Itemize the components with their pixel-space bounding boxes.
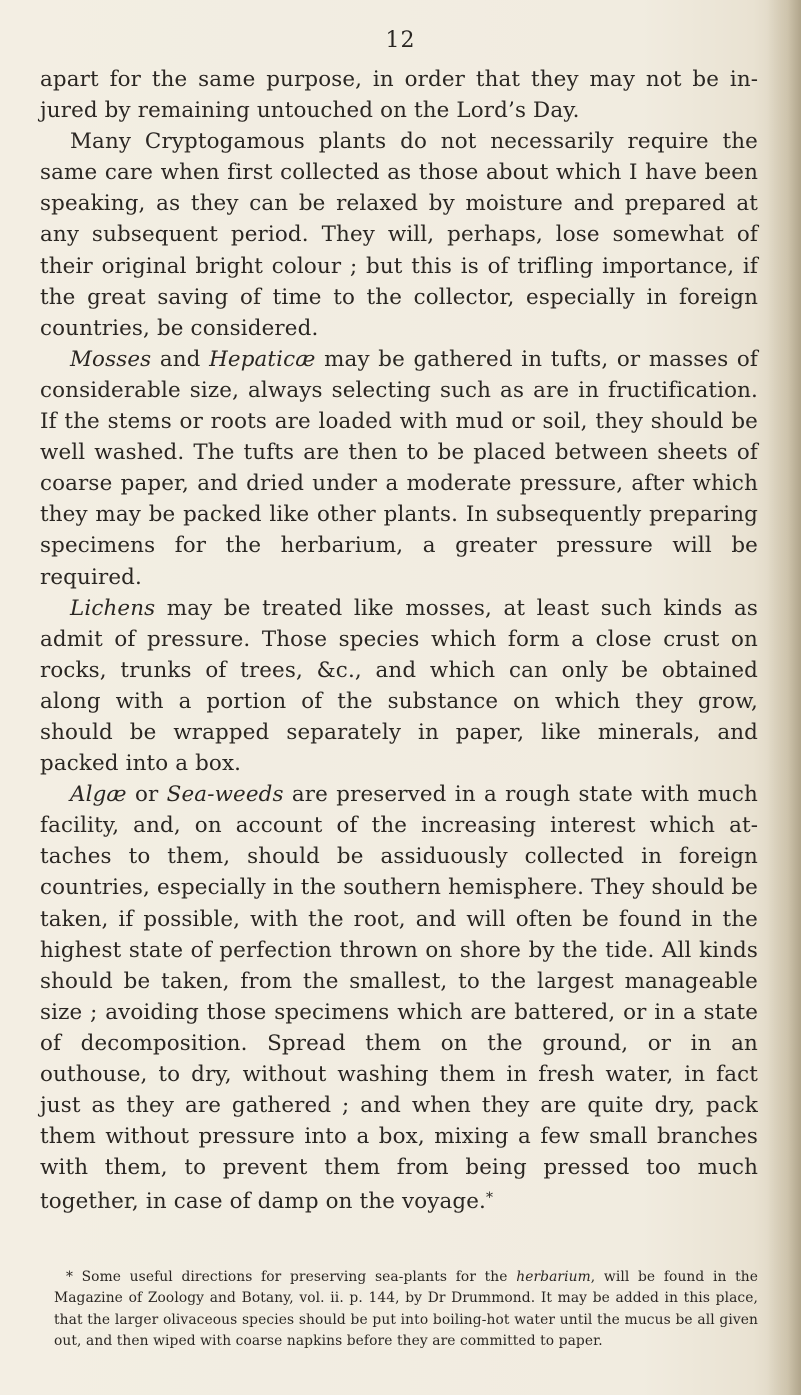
footnote-text: * Some useful directions for preserving sea-plants for the <box>66 1269 517 1285</box>
term-mosses: Mosses <box>70 346 152 372</box>
paragraph-text: apart for the same purpose, in order that they may not be injured by remaining untouched on the Lord’s Day. <box>40 67 758 124</box>
page-number: 12 <box>385 28 416 53</box>
page-edge-shadow <box>767 0 801 1395</box>
footnote-term-herbarium: herbarium <box>516 1269 591 1285</box>
footnote-marker: * <box>485 1190 494 1207</box>
paragraph <box>40 64 758 126</box>
paragraph-text: are preserved in a rough state with much facility, and, on account of the increasing interest which attaches to them, should be assiduously collected in foreign countries, especially in the southern hemisphere. They should be taken, if possible, with the root, and will often be found in the highest state of perfection thrown on shore by the tide. All kinds should be taken, from the smallest, to the largest manageable size ; avoiding those specimens which are battered, or in a state of decomposition. Spread them on the ground, or in an outhouse, to dry, without washing them in fresh water, in fact just as they are gathered ; and when they are quite dry, pack them without pressure into a box, mixing a few small branches with them, to prevent them from being pressed too much together, in case of damp on the voyage. <box>40 782 758 1215</box>
paragraph-text: may be gathered in tufts, or masses of considerable size, always selecting such as are in fructification. If the stems or roots are loaded with mud or soil, they should be well washed. The tufts are then to be placed between sheets of coarse paper, and dried under a moderate pressure, after which they may be packed like other plants. In subsequently preparing specimens for the herbarium, a greater pressure will be required. <box>40 346 758 590</box>
paragraph-mosses <box>40 344 758 593</box>
paragraph <box>40 126 758 344</box>
term-algae: Algæ <box>70 782 127 808</box>
paragraph-lichens <box>40 593 758 780</box>
paragraph-text: may be treated like mosses, at least such kinds as admit of pressure. Those species which form a close crust on rocks, trunks of trees, &c., and which can only be obtained along with a portion of the substance on which they grow, should be wrapped separately in paper, like minerals, and packed into a box. <box>40 595 758 777</box>
term-lichens: Lichens <box>70 595 156 621</box>
body-text <box>40 64 758 1217</box>
term-sea-weeds: Sea-weeds <box>166 782 284 808</box>
footnote <box>54 1267 758 1352</box>
term-hepaticae: Hepaticæ <box>209 346 316 372</box>
paragraph-text: Many Cryptogamous plants do not necessarily require the same care when first collected as those about which I have been speaking, as they can be relaxed by moisture and prepared at any subsequent period. They will, perhaps, lose somewhat of their original bright colour ; but this is of trifling importance, if the great saving of time to the collector, especially in foreign countries, be considered. <box>40 129 758 341</box>
paragraph-text: and <box>151 346 210 372</box>
footnote-text: , will be found in the Magazine of Zoology and Botany, vol. ii. p. 144, by Dr Drummond. It may be added in this place, that the larger olivaceous species should be put into boiling-hot water until the mucus be all given out, and then wiped with coarse napkins before they are committed to paper. <box>54 1269 759 1349</box>
paragraph-algae <box>40 779 758 1217</box>
paragraph-text: or <box>126 782 167 808</box>
